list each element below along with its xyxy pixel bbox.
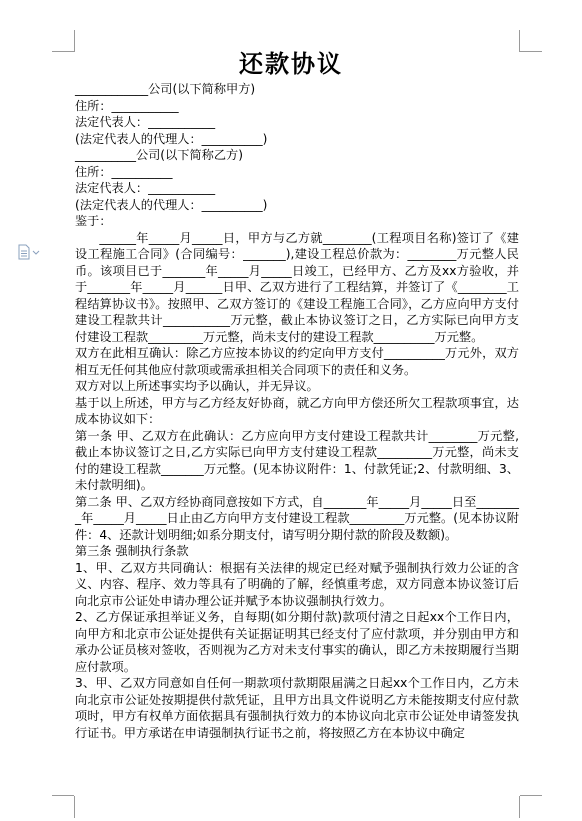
- crop-mark-bottom-left-h: [52, 795, 74, 796]
- party-a-name-line: ____________公司(以下简称甲方): [75, 82, 256, 96]
- party-a-representative-line: 法定代表人：___________: [75, 115, 216, 129]
- crop-mark-bottom-right-v: [519, 796, 520, 818]
- party-a-address-line: 住所：___________: [75, 98, 179, 113]
- article-3-heading: 第三条 强制执行条款: [75, 544, 189, 558]
- party-b-representative-line: 法定代表人：___________: [75, 181, 216, 195]
- party-b-address-line: 住所：__________: [75, 164, 173, 179]
- document-body: [75, 81, 519, 741]
- party-a-agent-line: (法定代表人的代理人：__________): [75, 131, 268, 146]
- facts-confirmed-paragraph: 双方对以上所述事实均予以确认，并无异议。: [75, 379, 319, 393]
- article-3-clause-3: 3、甲、乙双方同意如自任何一期款项付款期限届满之日起xx个工作日内，乙方未向北京市公证处按期提供付款凭证，且甲方出具文件说明乙方未能按期支付应付款项时，甲方有权单方面依据具有强制执行效力的本协议向北京市公证处申请签发执行证书。甲方承诺在申请强制执行证书之前，将按照乙方在本协议中确定: [75, 676, 519, 740]
- crop-mark-bottom-right-h: [520, 795, 542, 796]
- article-3-clause-2: 2、乙方保证承担举证义务，自每期(如分期付款)款项付清之日起xx个工作日内，向甲方和北京市公证处提供有关证据证明其已经支付了应付款项，并分别由甲方和承办公证员核对签收，否则视为乙方对未支付事实的确认，即乙方未按期履行当期应付款项。: [75, 610, 519, 674]
- party-b-agent-line: (法定代表人的代理人：__________): [75, 197, 268, 212]
- background-paragraph: ______年_____月_____日，甲方与乙方就________(工程项目名称)签订了《建设工程施工合同》(合同编号：_______),建设工程总价款为：________万元整人民币。该项目已于_______年_____月_____日竣工，已经甲方、乙方及xx方验收，并于_______年_____月______日甲、乙双方进行了工程结算，并签订了《________工程结算协议书》。按照甲、乙双方签订的《建设工程施工合同》，乙方应向甲方支付建设工程款共计___________万元整，截止本协议签订之日，乙方实际已向甲方支付建设工程款_________万元整，尚未支付的建设工程款__________万元整。: [75, 230, 519, 344]
- agreement-intro-paragraph: 基于以上所述，甲方与乙方经友好协商，就乙方向甲方偿还所欠工程款项事宜，达成本协议如下：: [75, 395, 519, 426]
- whereas-heading: 鉴于：: [75, 214, 112, 228]
- article-3-clause-1: 1、甲、乙双方共同确认：根据有关法律的规定已经对赋予强制执行效力公证的含义、内容、程序、效力等具有了明确的了解，经慎重考虑，双方同意本协议签订后向北京市公证处申请办理公证并赋予本协议强制执行效力。: [75, 560, 519, 608]
- article-1-paragraph: 第一条 甲、乙双方在此确认：乙方应向甲方支付建设工程款共计________万元整,截止本协议签订之日,乙方实际已向甲方支付建设工程款_________万元整，尚未支付的建设工程款_______万元整。(见本协议附件：1、付款凭证;2、付款明细、3、未付款明细)。: [75, 428, 519, 492]
- mutual-confirmation-paragraph: 双方在此相互确认：除乙方应按本协议的约定向甲方支付__________万元外，双方相互无任何其他应付款项或需承担相关合同项下的责任和义务。: [75, 346, 519, 377]
- document-options-icon[interactable]: [18, 244, 40, 260]
- document-title: 还款协议: [239, 50, 343, 78]
- crop-mark-bottom-left-v: [74, 796, 75, 818]
- party-b-name-line: __________公司(以下简称乙方): [75, 148, 243, 162]
- article-2-paragraph: 第二条 甲、乙双方经协商同意按如下方式，自_______年_____月_____日至________年_____月_____日止由乙方向甲方支付建设工程款_________万元整。(见本协议附件：4、还款计划明细;如系分期支付，请写明分期付款的阶段及数额)。: [75, 494, 519, 542]
